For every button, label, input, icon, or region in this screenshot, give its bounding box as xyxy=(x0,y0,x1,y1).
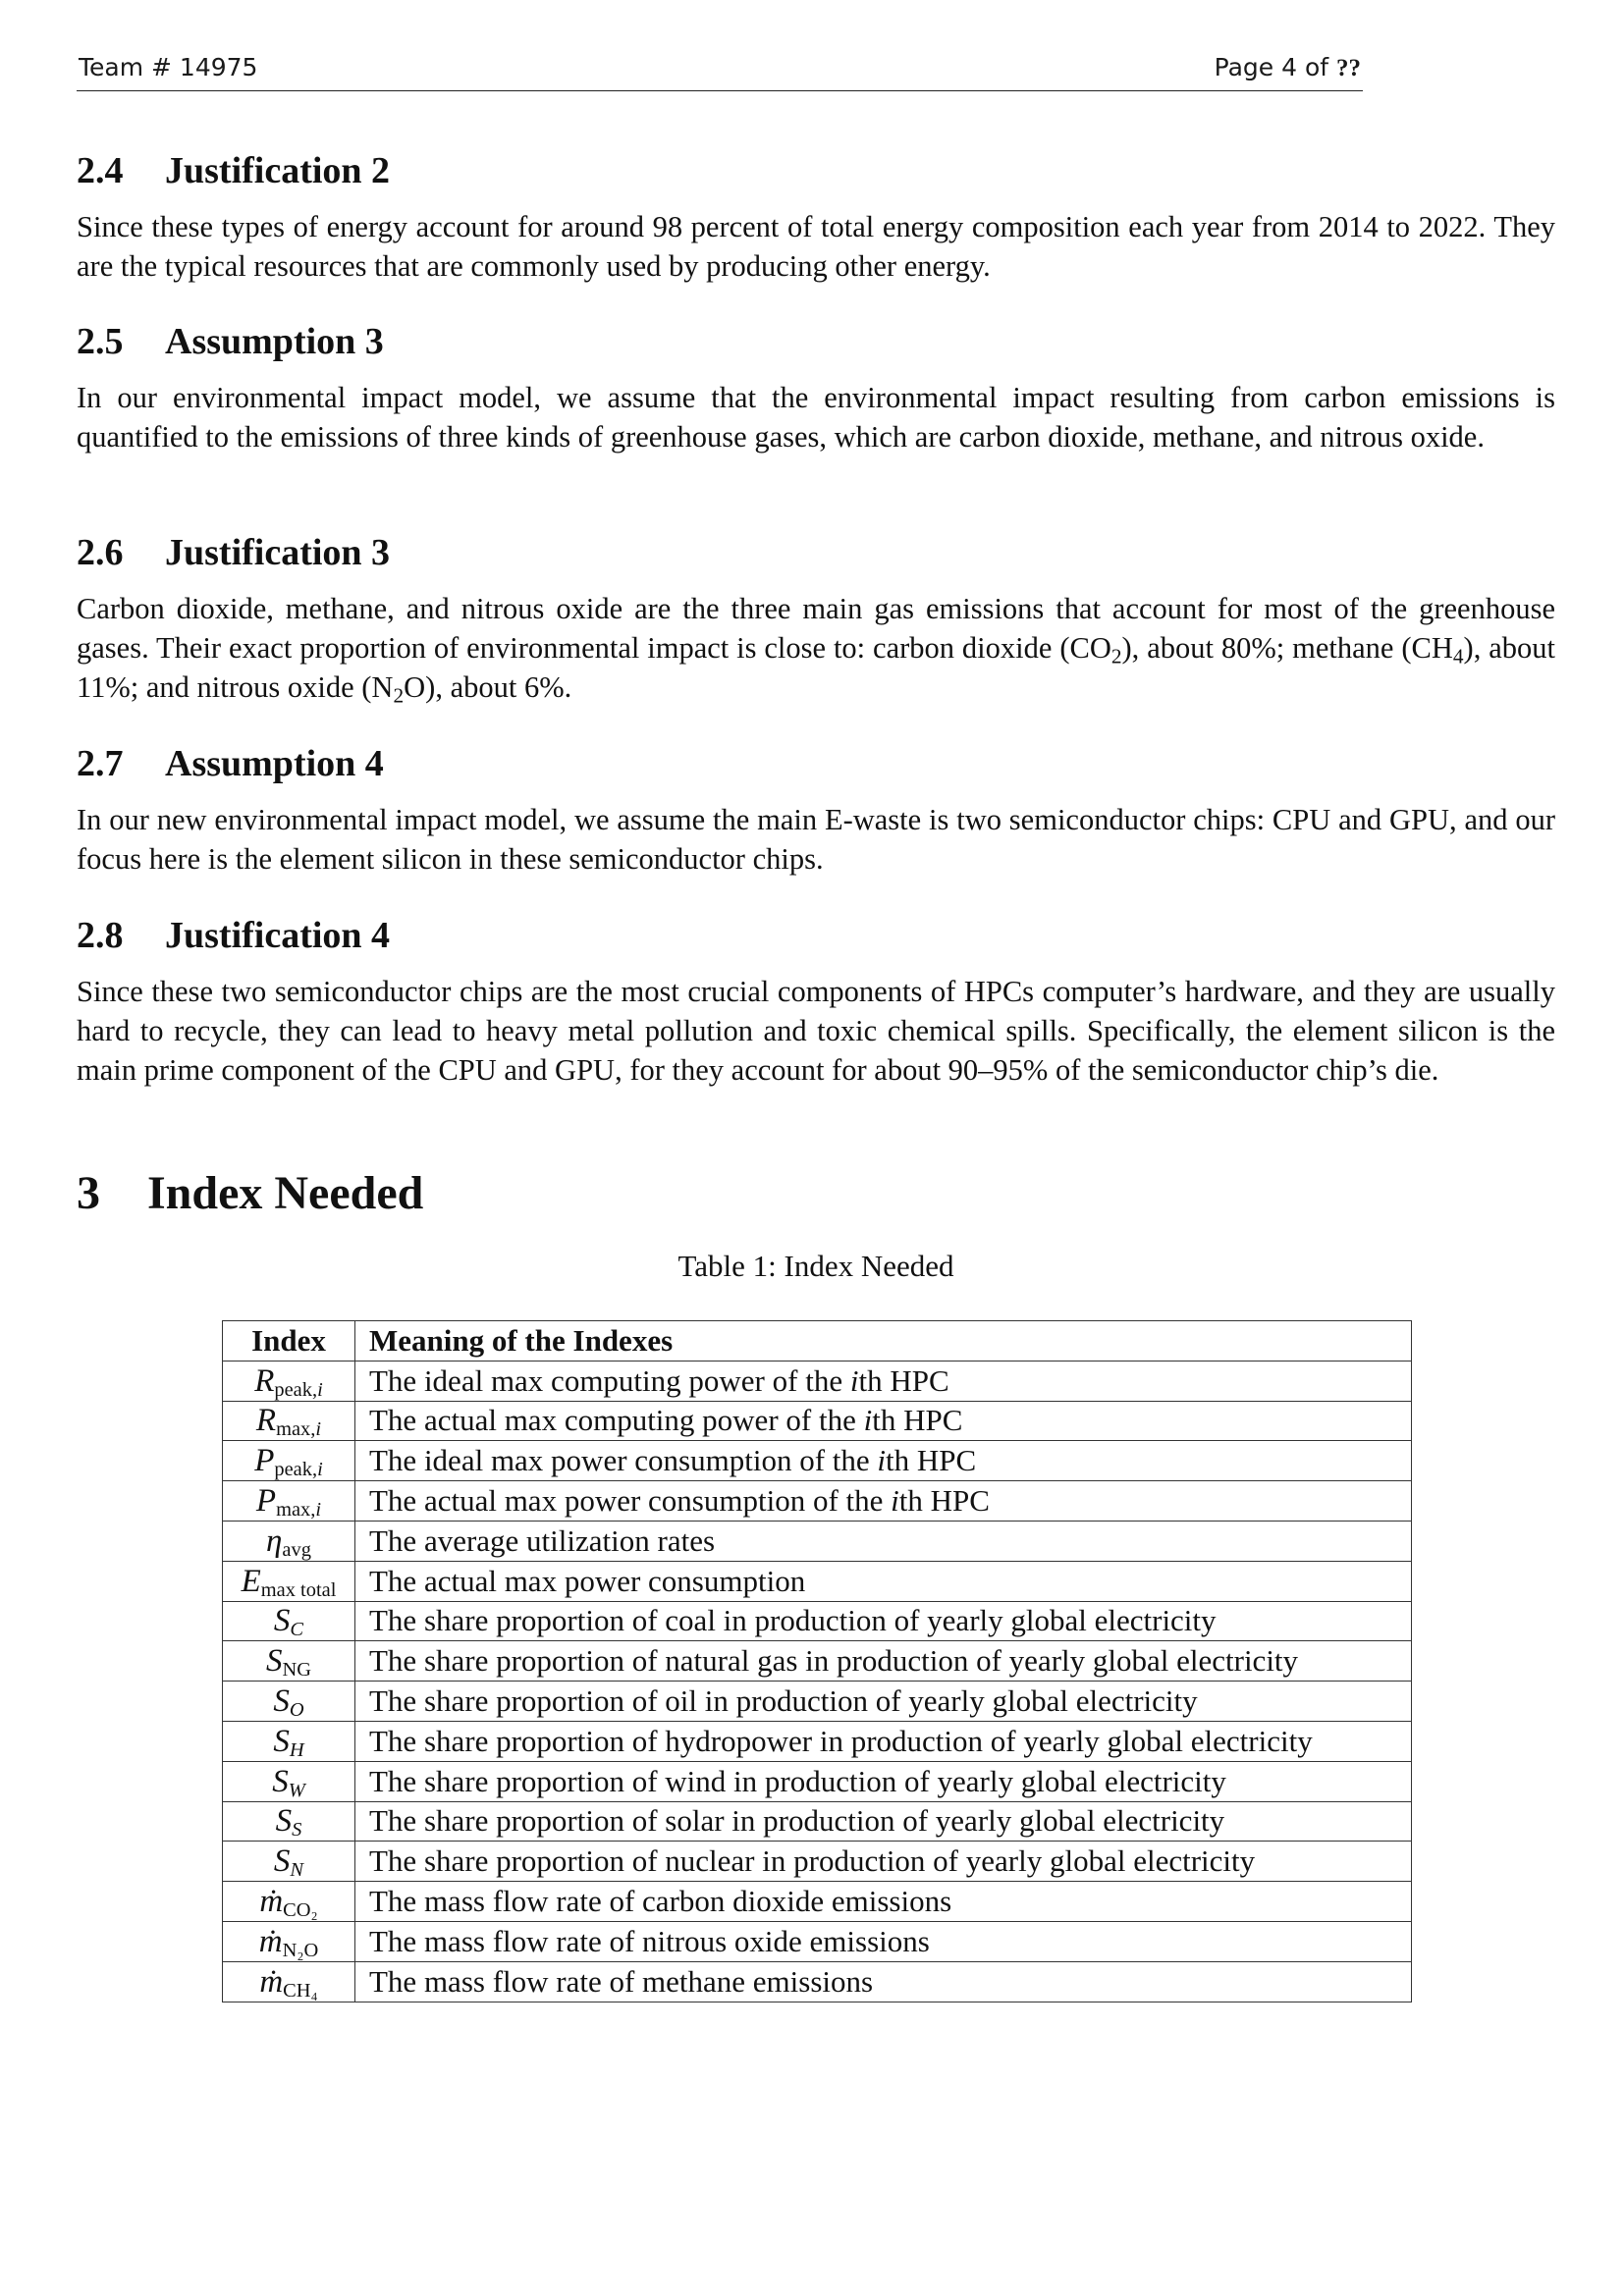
index-symbol: $E_{max total}$ xyxy=(223,1561,355,1601)
index-meaning: The actual max power consumption xyxy=(355,1561,1412,1601)
index-symbol: $\eta_{avg}$ xyxy=(223,1521,355,1561)
section-number: 3 xyxy=(77,1167,100,1219)
page-prefix: Page 4 of xyxy=(1214,53,1336,81)
column-header-index: Index xyxy=(223,1321,355,1362)
index-symbol: ṁ$_{CH_4}$ xyxy=(223,1961,355,2002)
section-title: Justification 2 xyxy=(165,150,391,191)
column-header-meaning: Meaning of the Indexes xyxy=(355,1321,1412,1362)
section-3 xyxy=(77,1166,1555,1220)
table-row xyxy=(223,1721,1412,1761)
index-meaning: The share proportion of oil in production of yearly global electricity xyxy=(355,1682,1412,1722)
table-row xyxy=(223,1521,1412,1561)
section-number: 2.7 xyxy=(77,743,124,784)
index-symbol: $R_{max,i}$ xyxy=(223,1401,355,1441)
section-title: Assumption 4 xyxy=(165,743,384,784)
table-row xyxy=(223,1641,1412,1682)
section-title: Justification 3 xyxy=(165,532,391,573)
index-meaning: The share proportion of natural gas in production of yearly global electricity xyxy=(355,1641,1412,1682)
section-heading xyxy=(77,320,1555,365)
index-symbol: $S_{NG}$ xyxy=(223,1641,355,1682)
table-row xyxy=(223,1682,1412,1722)
paragraph: Carbon dioxide, methane, and nitrous oxide are the three main gas emissions that account for most of the greenhouse gases. Their exact proportion of environmental impact is close to: carbon dioxide $(CO_2)$, about 80%; methane $(CH_4)$, about 11%; and nitrous oxide $(N_2O)$, about 6%. xyxy=(77,591,1555,707)
table-header-row xyxy=(223,1321,1412,1362)
index-symbol: $P_{peak,i}$ xyxy=(223,1441,355,1481)
paragraph: Since these types of energy account for around 98 percent of total energy composition each year from 2014 to 2022. They are the typical resources that are commonly used by producing other energy. xyxy=(77,209,1555,283)
table-row xyxy=(223,1961,1412,2002)
index-meaning: The ideal max power consumption of the ith HPC xyxy=(355,1441,1412,1481)
section-2-6 xyxy=(77,531,1555,707)
index-meaning: The average utilization rates xyxy=(355,1521,1412,1561)
table-row xyxy=(223,1921,1412,1961)
table-row xyxy=(223,1761,1412,1801)
table-row xyxy=(223,1801,1412,1842)
table-row xyxy=(223,1441,1412,1481)
section-heading xyxy=(77,149,1555,194)
section-title: Index Needed xyxy=(147,1167,424,1219)
paragraph: In our new environmental impact model, we assume the main E-waste is two semiconductor chips: CPU and GPU, and our focus here is the element silicon in these semiconductor chips. xyxy=(77,802,1555,876)
index-meaning: The mass flow rate of nitrous oxide emissions xyxy=(355,1921,1412,1961)
section-number: 2.4 xyxy=(77,150,124,191)
section-2-8 xyxy=(77,914,1555,1090)
table-row xyxy=(223,1481,1412,1522)
index-meaning: The share proportion of wind in production of yearly global electricity xyxy=(355,1761,1412,1801)
index-symbol: $S_O$ xyxy=(223,1682,355,1722)
index-table xyxy=(222,1320,1412,2002)
team-number: Team # 14975 xyxy=(79,53,258,81)
table-caption: Table 1: Index Needed xyxy=(677,1249,954,1283)
section-title: Justification 4 xyxy=(165,915,391,956)
section-number: 2.6 xyxy=(77,532,124,573)
index-symbol: $S_C$ xyxy=(223,1601,355,1641)
paragraph: Since these two semiconductor chips are the most crucial components of HPCs computer’s hardware, and they are usually hard to recycle, they can lead to heavy metal pollution and toxic chemical spills. Specifically, the element silicon is the main prime component of the CPU and GPU, for they account for about 90–95% of the semiconductor chip’s die. xyxy=(77,974,1555,1087)
index-meaning: The mass flow rate of carbon dioxide emissions xyxy=(355,1882,1412,1922)
index-meaning: The share proportion of coal in production of yearly global electricity xyxy=(355,1601,1412,1641)
table-row xyxy=(223,1561,1412,1601)
index-meaning: The share proportion of solar in production of yearly global electricity xyxy=(355,1801,1412,1842)
table-row xyxy=(223,1401,1412,1441)
section-2-7 xyxy=(77,742,1555,879)
index-meaning: The share proportion of hydropower in production of yearly global electricity xyxy=(355,1721,1412,1761)
section-2-5 xyxy=(77,320,1555,456)
section-number: 2.8 xyxy=(77,915,124,956)
index-symbol: $S_W$ xyxy=(223,1761,355,1801)
running-header xyxy=(77,51,1363,91)
index-symbol: ṁ$_{CO_2}$ xyxy=(223,1882,355,1922)
index-meaning: The actual max computing power of the ith HPC xyxy=(355,1401,1412,1441)
section-heading xyxy=(77,1166,1555,1220)
table-row xyxy=(223,1601,1412,1641)
index-meaning: The ideal max computing power of the ith HPC xyxy=(355,1361,1412,1401)
table-row xyxy=(223,1361,1412,1401)
paragraph: In our environmental impact model, we assume that the environmental impact resulting from carbon emissions is quantified to the emissions of three kinds of greenhouse gases, which are carbon dioxide, methane, and nitrous oxide. xyxy=(77,380,1555,454)
index-symbol: $S_H$ xyxy=(223,1721,355,1761)
section-heading xyxy=(77,742,1555,787)
table-row xyxy=(223,1842,1412,1882)
table-row xyxy=(223,1882,1412,1922)
index-symbol: $R_{peak,i}$ xyxy=(223,1361,355,1401)
index-meaning: The actual max power consumption of the ith HPC xyxy=(355,1481,1412,1522)
index-symbol: $P_{max,i}$ xyxy=(223,1481,355,1522)
page-total: ?? xyxy=(1336,55,1361,81)
index-meaning: The share proportion of nuclear in production of yearly global electricity xyxy=(355,1842,1412,1882)
index-symbol: $S_S$ xyxy=(223,1801,355,1842)
section-2-4 xyxy=(77,149,1555,286)
section-heading xyxy=(77,914,1555,959)
page-number xyxy=(1215,53,1361,82)
index-symbol: $S_N$ xyxy=(223,1842,355,1882)
section-title: Assumption 3 xyxy=(165,321,384,362)
index-symbol: ṁ$_{N_2O}$ xyxy=(223,1921,355,1961)
index-meaning: The mass flow rate of methane emissions xyxy=(355,1961,1412,2002)
section-heading xyxy=(77,531,1555,576)
table-body xyxy=(223,1361,1412,2002)
section-number: 2.5 xyxy=(77,321,124,362)
